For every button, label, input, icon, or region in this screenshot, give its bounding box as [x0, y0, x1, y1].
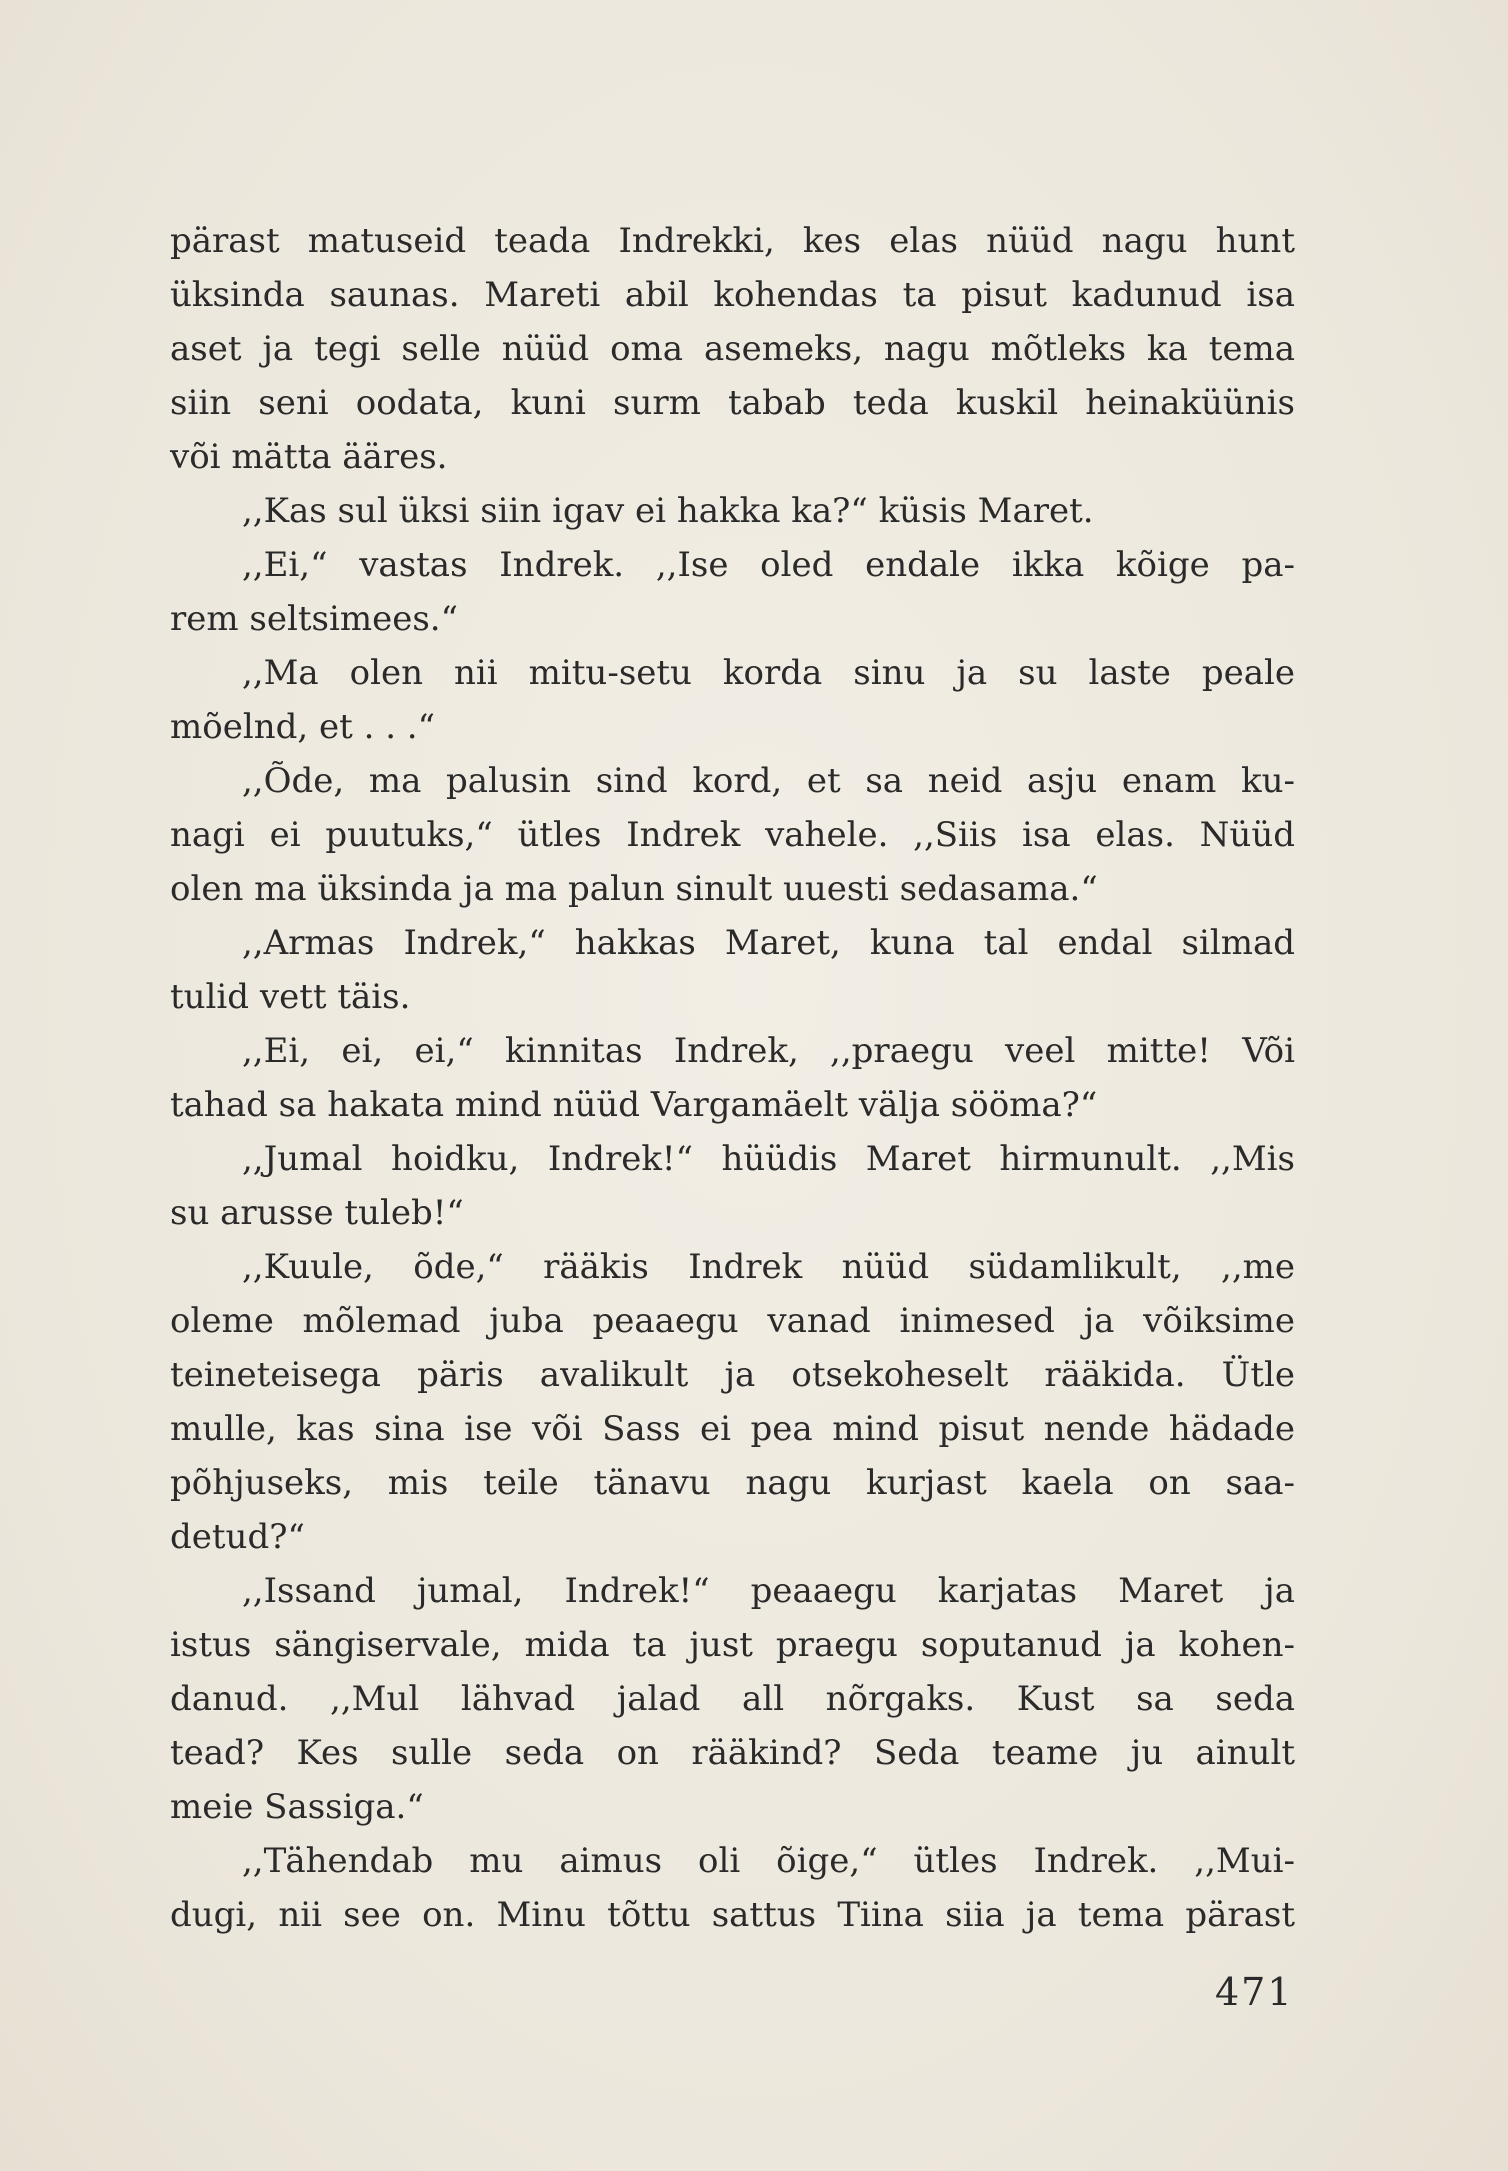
- text-line: ,,Ei, ei, ei,“ kinnitas Indrek, ,,praegu veel mitte! Või: [242, 1031, 1295, 1071]
- text-line: ,,Issand jumal, Indrek!“ peaaegu karjatas Maret ja: [242, 1571, 1295, 1611]
- text-line: oleme mõlemad juba peaaegu vanad inimesed ja võiksime: [170, 1301, 1295, 1341]
- text-line: istus sängiservale, mida ta just praegu soputanud ja kohen-: [170, 1625, 1295, 1665]
- text-line: ,,Kuule, õde,“ rääkis Indrek nüüd südamlikult, ,,me: [242, 1247, 1295, 1287]
- text-line: su arusse tuleb!“: [170, 1193, 464, 1233]
- text-line: dugi, nii see on. Minu tõttu sattus Tiina siia ja tema pärast: [170, 1895, 1295, 1935]
- text-line: ,,Armas Indrek,“ hakkas Maret, kuna tal endal silmad: [242, 923, 1295, 963]
- text-line: ,,Tähendab mu aimus oli õige,“ ütles Indrek. ,,Mui-: [242, 1841, 1295, 1881]
- text-line: tead? Kes sulle seda on rääkind? Seda teame ju ainult: [170, 1733, 1295, 1773]
- text-line: üksinda saunas. Mareti abil kohendas ta pisut kadunud isa: [170, 275, 1295, 315]
- text-line: ,,Jumal hoidku, Indrek!“ hüüdis Maret hirmunult. ,,Mis: [242, 1139, 1295, 1179]
- text-line: meie Sassiga.“: [170, 1787, 424, 1827]
- text-line: või mätta ääres.: [170, 437, 448, 477]
- text-line: põhjuseks, mis teile tänavu nagu kurjast kaela on saa-: [170, 1463, 1295, 1503]
- text-line: pärast matuseid teada Indrekki, kes elas nüüd nagu hunt: [170, 221, 1295, 261]
- text-line: ,,Ma olen nii mitu-setu korda sinu ja su laste peale: [242, 653, 1295, 693]
- text-line: aset ja tegi selle nüüd oma asemeks, nagu mõtleks ka tema: [170, 329, 1295, 369]
- text-line: mõelnd, et . . .“: [170, 707, 435, 747]
- text-line: ,,Ei,“ vastas Indrek. ,,Ise oled endale ikka kõige pa-: [242, 545, 1295, 585]
- text-line: mulle, kas sina ise või Sass ei pea mind pisut nende hädade: [170, 1409, 1295, 1449]
- text-line: olen ma üksinda ja ma palun sinult uuesti sedasama.“: [170, 869, 1098, 909]
- text-line: rem seltsimees.“: [170, 599, 458, 639]
- text-line: danud. ,,Mul lähvad jalad all nõrgaks. Kust sa seda: [170, 1679, 1295, 1719]
- text-line: ,,Kas sul üksi siin igav ei hakka ka?“ küsis Maret.: [242, 491, 1094, 531]
- text-line: ,,Õde, ma palusin sind kord, et sa neid asju enam ku-: [242, 761, 1295, 801]
- text-line: tulid vett täis.: [170, 977, 411, 1017]
- text-line: nagi ei puutuks,“ ütles Indrek vahele. ,,Siis isa elas. Nüüd: [170, 815, 1295, 855]
- text-line: teineteisega päris avalikult ja otsekoheselt rääkida. Ütle: [170, 1355, 1295, 1395]
- text-line: tahad sa hakata mind nüüd Vargamäelt välja sööma?“: [170, 1085, 1098, 1125]
- page-number: 471: [1215, 1970, 1294, 2014]
- text-line: siin seni oodata, kuni surm tabab teda kuskil heinaküünis: [170, 383, 1295, 423]
- text-line: detud?“: [170, 1517, 305, 1557]
